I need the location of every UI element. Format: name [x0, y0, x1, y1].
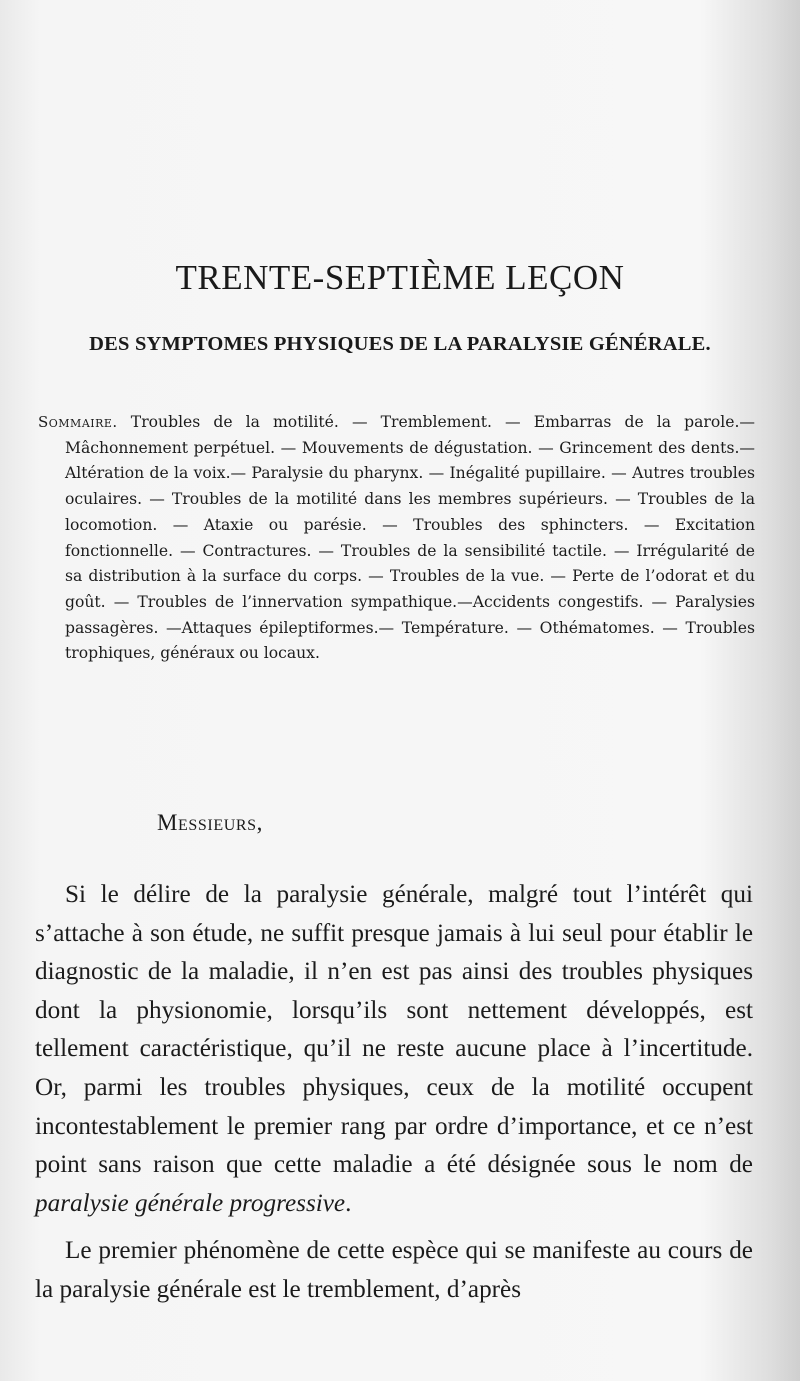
chapter-summary	[38, 410, 755, 667]
paragraph-2: Le premier phénomène de cette espèce qui se manifeste au cours de la paralysie générale est le tremblement, d’après	[35, 1237, 753, 1303]
paragraph-1	[35, 876, 753, 1223]
body-text	[35, 876, 753, 1310]
chapter-subtitle: DES SYMPTOMES PHYSIQUES DE LA PARALYSIE GÉNÉRALE.	[89, 333, 711, 355]
chapter-title: TRENTE-SEPTIÈME LEÇON	[175, 258, 625, 297]
paragraph-1-text: Si le délire de la paralysie générale, malgré tout l’intérêt qui s’attache à son étude, ne suffit presque jamais à lui seul pour établir le diagnostic de la maladie, il n’en est pas ainsi des troubles physiques dont la physionomie, lorsqu’ils sont nettement développés, est tellement caractéristique, qu’il ne reste aucune place à l’incertitude. Or, parmi les troubles physiques, ceux de la motilité occupent incontestablement le premier rang par ordre d’importance, et ce n’est point sans raison que cette maladie a été désignée sous le nom de	[35, 881, 753, 1179]
summary-text: Troubles de la motilité. — Tremblement. — Embarras de la parole.— Mâchonnement perpétuel. — Mouvements de dégustation. — Grincement des dents.— Altération de la voix.— Paralysie du pharynx. — Inégalité pupillaire. — Autres troubles oculaires. — Troubles de la motilité dans les membres supérieurs. — Troubles de la locomotion. — Ataxie ou parésie. — Troubles des sphincters. — Excitation fonctionnelle. — Contractures. — Troubles de la sensibilité tactile. — Irrégularité de sa distribution à la surface du corps. — Troubles de la vue. — Perte de l’odorat et du goût. — Troubles de l’innervation sympathique.—Accidents congestifs. — Paralysies passagères. —Attaques épileptiformes.— Température. — Othématomes. — Troubles trophiques, généraux ou locaux.	[65, 413, 755, 663]
salutation: Messieurs,	[157, 810, 263, 835]
paragraph-1-emphasis: paralysie générale progressive	[35, 1189, 346, 1217]
paragraph-1-end: .	[345, 1189, 352, 1217]
summary-label: Sommaire.	[38, 413, 118, 431]
